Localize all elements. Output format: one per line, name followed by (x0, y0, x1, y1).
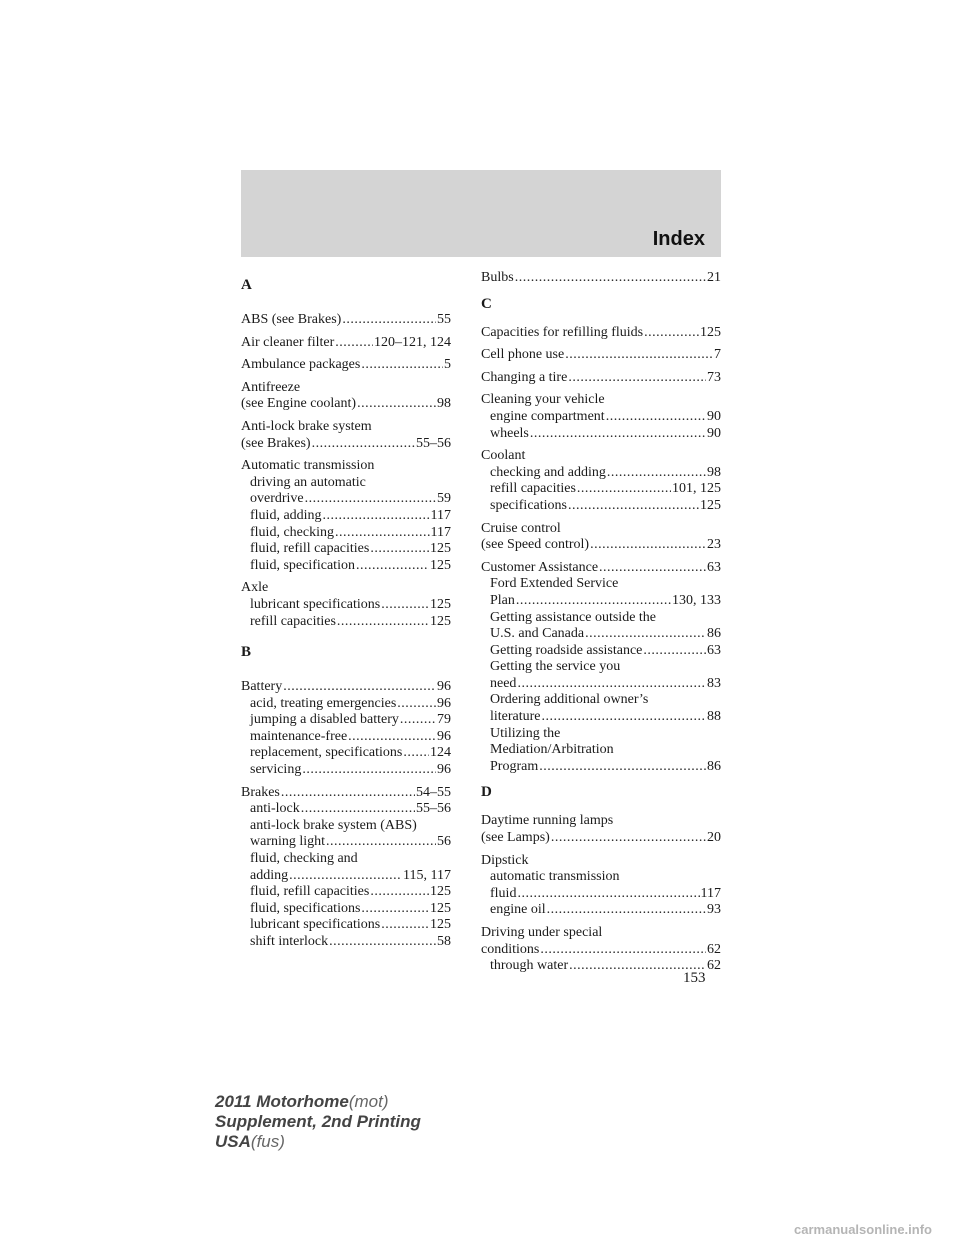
index-line (481, 537, 721, 554)
index-term: Anti-lock brake system (241, 418, 372, 434)
index-entry (241, 380, 451, 413)
dot-leader (515, 270, 706, 287)
index-line (481, 692, 721, 709)
index-line (481, 610, 721, 627)
index-page-ref: 63 (707, 559, 721, 575)
dot-leader (357, 396, 436, 413)
index-page-ref: 101, 125 (672, 481, 721, 497)
index-line (241, 679, 451, 696)
index-line (481, 742, 721, 759)
index-page-ref: 96 (437, 679, 451, 695)
index-page-ref: 125 (700, 497, 721, 513)
index-term: automatic transmission (490, 869, 620, 885)
index-line (241, 491, 451, 508)
index-term: Air cleaner filter (241, 334, 335, 350)
dot-leader (337, 614, 429, 631)
index-column-left (241, 270, 451, 957)
index-page-ref: 115, 117 (403, 867, 451, 883)
index-term: (see Brakes) (241, 435, 311, 451)
index-term: fluid, refill capacities (250, 884, 370, 900)
dot-leader (568, 370, 706, 387)
index-term: Battery (241, 679, 283, 695)
index-letter-c: C (481, 295, 492, 312)
index-line (241, 818, 451, 835)
index-term: Getting roadside assistance (490, 642, 643, 658)
index-page-ref: 79 (437, 712, 451, 728)
index-line (481, 325, 721, 342)
index-entry (481, 270, 721, 287)
index-page-ref: 117 (430, 507, 451, 523)
index-line (241, 762, 451, 779)
index-term: Axle (241, 580, 269, 596)
index-page-ref: 96 (437, 728, 451, 744)
index-line (241, 785, 451, 802)
footer-region: USA (215, 1132, 251, 1151)
index-entry (481, 521, 721, 554)
index-term: lubricant specifications (250, 596, 381, 612)
index-entry (241, 580, 451, 630)
index-page-ref: 90 (707, 408, 721, 424)
index-term: overdrive (250, 491, 304, 507)
index-line (481, 942, 721, 959)
index-line (241, 934, 451, 951)
index-term: Program (490, 758, 539, 774)
index-page-ref: 117 (700, 885, 721, 901)
index-term: Cell phone use (481, 347, 565, 363)
index-line (241, 917, 451, 934)
index-line (481, 925, 721, 942)
header-band (241, 170, 721, 257)
index-term: through water (490, 958, 569, 974)
footer-printing: Supplement, 2nd Printing (215, 1112, 421, 1131)
index-entry (241, 419, 451, 452)
index-page-ref: 124 (430, 745, 451, 761)
dot-leader (348, 729, 436, 746)
index-term: fluid, adding (250, 507, 322, 523)
index-line (481, 409, 721, 426)
index-entry (481, 925, 721, 975)
dot-leader (281, 785, 415, 802)
index-term: Driving under special (481, 925, 603, 940)
index-term: checking and adding (490, 464, 606, 480)
index-term: Ambulance packages (241, 357, 361, 373)
dot-leader (283, 679, 436, 696)
index-page-ref: 125 (430, 541, 451, 557)
section-title: Index (652, 228, 705, 250)
dot-leader (335, 525, 430, 542)
index-page-ref: 62 (707, 941, 721, 957)
dot-leader (585, 626, 706, 643)
index-term: acid, treating emergencies (250, 695, 397, 711)
footer-region-code: (fus) (250, 1132, 285, 1151)
dot-leader (606, 409, 706, 426)
dot-leader (551, 830, 706, 847)
index-line (481, 759, 721, 776)
dot-leader (305, 491, 436, 508)
index-entry (481, 392, 721, 442)
index-page-ref: 93 (707, 902, 721, 918)
index-term: engine oil (490, 902, 546, 918)
dot-leader (326, 834, 436, 851)
index-page-ref: 125 (430, 613, 451, 629)
index-term: (see Lamps) (481, 830, 550, 846)
index-line (481, 560, 721, 577)
index-line (481, 392, 721, 409)
dot-leader (530, 426, 706, 443)
index-term: Coolant (481, 448, 526, 464)
index-term: refill capacities (490, 481, 576, 497)
index-term: Antifreeze (241, 379, 301, 395)
index-term: jumping a disabled battery (250, 712, 399, 728)
index-line (241, 729, 451, 746)
index-term: warning light (250, 834, 326, 850)
index-term: engine compartment (490, 408, 605, 424)
index-line (241, 597, 451, 614)
footer-title-code: (mot) (348, 1092, 389, 1111)
index-term: Plan (490, 592, 515, 608)
index-line (481, 886, 721, 903)
index-entry (241, 458, 451, 574)
index-line (481, 426, 721, 443)
index-term: conditions (481, 941, 540, 957)
index-page-ref: 86 (707, 758, 721, 774)
dot-leader (517, 886, 699, 903)
index-page-ref: 62 (707, 958, 721, 974)
index-page-ref: 63 (707, 642, 721, 658)
index-term: (see Speed control) (481, 537, 590, 553)
index-term: maintenance-free (250, 728, 348, 744)
index-line (481, 643, 721, 660)
index-page-ref: 125 (430, 917, 451, 933)
dot-leader (540, 942, 706, 959)
index-term: need (490, 675, 517, 691)
index-line (481, 448, 721, 465)
index-line (241, 801, 451, 818)
index-term: (see Engine coolant) (241, 396, 357, 412)
index-line (241, 851, 451, 868)
index-page-ref: 98 (437, 396, 451, 412)
dot-leader (565, 347, 713, 364)
dot-leader (400, 712, 436, 729)
dot-leader (607, 465, 706, 482)
index-line (481, 481, 721, 498)
index-line (241, 436, 451, 453)
index-page-ref: 120–121, 124 (374, 334, 451, 350)
index-entry (241, 357, 451, 374)
index-line (481, 869, 721, 886)
index-term: fluid (490, 885, 517, 901)
index-term: Capacities for refilling fluids (481, 324, 644, 340)
dot-leader (542, 709, 706, 726)
index-page-ref: 55 (437, 312, 451, 327)
index-page-ref: 88 (707, 709, 721, 725)
index-term: literature (490, 709, 541, 725)
index-page-ref: 125 (430, 557, 451, 573)
index-letter-a: A (241, 277, 252, 293)
index-line (481, 853, 721, 870)
index-page-ref: 83 (707, 675, 721, 691)
dot-leader (547, 902, 706, 919)
dot-leader (329, 934, 436, 951)
index-page-ref: 125 (430, 900, 451, 916)
index-page-ref: 96 (437, 695, 451, 711)
index-line (241, 558, 451, 575)
index-page-ref: 96 (437, 762, 451, 778)
dot-leader (590, 537, 706, 554)
index-term: anti-lock brake system (ABS) (250, 817, 417, 833)
dot-leader (361, 901, 429, 918)
page-number: 153 (683, 970, 706, 986)
index-page-ref: 56 (437, 834, 451, 850)
dot-leader (301, 801, 415, 818)
dot-leader (335, 335, 373, 352)
index-page-ref: 55–56 (416, 801, 451, 817)
index-term: Cleaning your vehicle (481, 392, 605, 408)
index-line (481, 347, 721, 364)
index-line (241, 868, 451, 885)
dot-leader (599, 560, 706, 577)
dot-leader (302, 762, 436, 779)
dot-leader (370, 541, 429, 558)
index-line (241, 380, 451, 397)
index-term: Dipstick (481, 852, 529, 868)
index-line (241, 525, 451, 542)
index-term: fluid, checking (250, 524, 334, 540)
index-line (241, 614, 451, 631)
index-term: specifications (490, 497, 567, 513)
index-line (481, 659, 721, 676)
index-term: Customer Assistance (481, 559, 599, 575)
watermark: carmanualsonline.info (794, 1222, 932, 1237)
index-line (241, 541, 451, 558)
index-line (481, 521, 721, 538)
index-entry (481, 325, 721, 342)
index-line (481, 498, 721, 515)
dot-leader (403, 745, 429, 762)
index-term: Utilizing the (490, 725, 561, 741)
index-page-ref: 98 (707, 464, 721, 480)
index-line (241, 884, 451, 901)
index-line (241, 312, 451, 329)
index-line (481, 626, 721, 643)
dot-leader (539, 759, 706, 776)
index-page-ref: 54–55 (416, 784, 451, 800)
index-term: Cruise control (481, 520, 561, 536)
dot-leader (381, 917, 429, 934)
index-page-ref: 86 (707, 626, 721, 642)
dot-leader (356, 558, 429, 575)
index-term: Changing a tire (481, 369, 568, 385)
index-line (241, 712, 451, 729)
index-page-ref: 73 (707, 369, 721, 385)
index-line (241, 396, 451, 413)
index-page-ref: 59 (437, 491, 451, 507)
index-line (481, 465, 721, 482)
footer-title: 2011 Motorhome (215, 1092, 349, 1111)
index-term: Mediation/Arbitration (490, 742, 614, 758)
index-entry (241, 335, 451, 352)
dot-leader (643, 643, 706, 660)
index-page-ref: 125 (430, 884, 451, 900)
index-letter-b: B (241, 644, 252, 661)
index-entry (481, 448, 721, 514)
dot-leader (361, 357, 443, 374)
index-line (481, 676, 721, 693)
index-page-ref: 125 (430, 596, 451, 612)
index-line (241, 834, 451, 851)
index-line (481, 726, 721, 743)
index-term: fluid, specification (250, 557, 355, 573)
index-term: replacement, specifications (250, 745, 403, 761)
index-page-ref: 5 (444, 357, 451, 373)
index-page-ref: 23 (707, 537, 721, 553)
index-page-ref: 20 (707, 830, 721, 846)
index-term: Ford Extended Service (490, 576, 619, 592)
index-line (241, 745, 451, 762)
index-line (241, 508, 451, 525)
index-line (241, 335, 451, 352)
dot-leader (568, 498, 699, 515)
dot-leader (517, 676, 706, 693)
index-line (481, 830, 721, 847)
dot-leader (342, 312, 436, 329)
index-page-ref: 125 (700, 324, 721, 340)
index-term: lubricant specifications (250, 917, 381, 933)
index-term: servicing (250, 762, 302, 778)
index-line (481, 593, 721, 610)
index-line (241, 475, 451, 492)
dot-leader (644, 325, 699, 342)
index-term: Bulbs (481, 270, 514, 285)
index-line (241, 458, 451, 475)
index-term: driving an automatic (250, 474, 366, 490)
index-page-ref: 55–56 (416, 435, 451, 451)
index-line (481, 902, 721, 919)
index-term: anti-lock (250, 801, 300, 817)
index-page-ref: 58 (437, 934, 451, 949)
index-line (241, 696, 451, 713)
document-footer (215, 1092, 421, 1152)
index-term: U.S. and Canada (490, 626, 585, 642)
index-line (481, 709, 721, 726)
index-entry (241, 312, 451, 329)
dot-leader (397, 696, 436, 713)
index-term: fluid, refill capacities (250, 541, 370, 557)
index-line (481, 576, 721, 593)
index-column-right (481, 270, 721, 981)
dot-leader (289, 868, 402, 885)
index-term: fluid, specifications (250, 900, 361, 916)
index-term: Daytime running lamps (481, 813, 614, 829)
dot-leader (381, 597, 429, 614)
index-entry (241, 679, 451, 779)
index-term: adding (250, 867, 289, 883)
index-line (241, 901, 451, 918)
index-entry (241, 785, 451, 951)
index-page-ref: 7 (714, 347, 721, 363)
index-page-ref: 21 (707, 270, 721, 285)
index-page-ref: 90 (707, 425, 721, 441)
index-line (241, 580, 451, 597)
index-term: wheels (490, 425, 529, 441)
index-term: Brakes (241, 784, 280, 800)
dot-leader (516, 593, 671, 610)
dot-leader (577, 481, 671, 498)
index-term: shift interlock (250, 934, 329, 949)
index-page-ref: 130, 133 (672, 592, 721, 608)
index-term: Ordering additional owner’s (490, 692, 649, 708)
dot-leader (312, 436, 415, 453)
index-line (241, 357, 451, 374)
index-term: refill capacities (250, 613, 336, 629)
index-term: Getting assistance outside the (490, 609, 657, 625)
index-page-ref: 117 (430, 524, 451, 540)
index-entry (481, 853, 721, 919)
index-term: Getting the service you (490, 659, 621, 675)
index-line (481, 370, 721, 387)
index-term: Automatic transmission (241, 458, 375, 474)
index-term: ABS (see Brakes) (241, 312, 342, 327)
index-line (241, 419, 451, 436)
dot-leader (323, 508, 430, 525)
index-letter-d: D (481, 784, 492, 801)
dot-leader (370, 884, 429, 901)
index-line (481, 270, 721, 287)
index-line (481, 813, 721, 830)
index-entry (481, 347, 721, 364)
index-entry (481, 813, 721, 846)
index-term: fluid, checking and (250, 851, 358, 867)
index-entry (481, 370, 721, 387)
index-entry (481, 560, 721, 776)
